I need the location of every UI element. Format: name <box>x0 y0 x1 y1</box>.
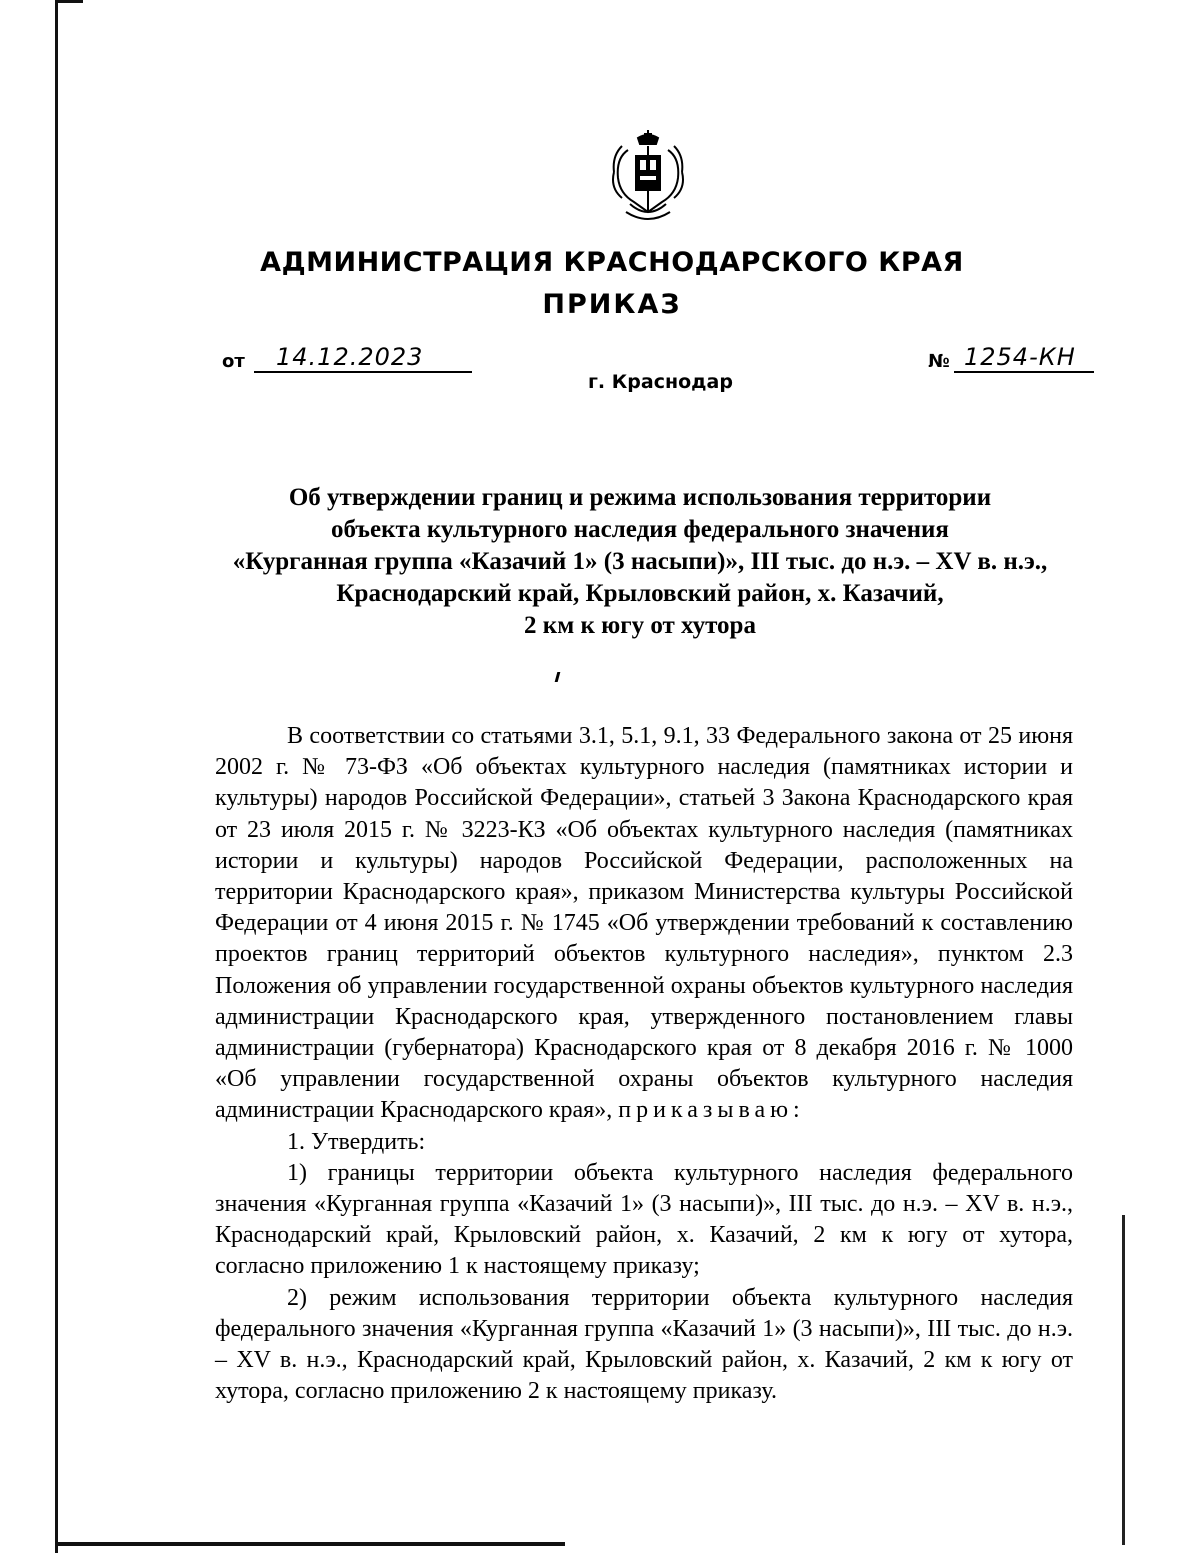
document-body <box>215 721 1073 1407</box>
number-field <box>928 343 1098 379</box>
preamble-paragraph <box>215 721 1073 1127</box>
heading-line: «Курганная группа «Казачий 1» (3 насыпи)», III тыс. до н.э. – XV в. н.э., <box>232 548 1048 575</box>
heading-line: Об утверждении границ и режима использования территории <box>288 484 992 511</box>
item-1: 1. Утвердить: <box>287 1128 426 1155</box>
scan-edge-left <box>55 0 58 1553</box>
order-word: приказываю: <box>618 1097 805 1124</box>
date-value: 14.12.2023 <box>254 343 472 373</box>
date-prefix: от <box>222 351 245 372</box>
preamble-text: В соответствии со статьями 3.1, 5.1, 9.1, 33 Федерального закона от 25 июня 2002 г. № 73-ФЗ «Об объектах культурного наследия (памятниках истории и культуры) народов Российской Федерации», статьей 3 Закона Краснодарского края от 23 июля 2015 г. № 3223-КЗ «Об объектах культурного наследия (памятниках истории и культуры) народов Российской Федерации, расположенных на территории Краснодарского края», приказом Министерства культуры Российской Федерации от 4 июня 2015 г. № 1745 «Об утверждении требований к составлению проектов границ территорий объектов культурного наследия», пунктом 2.3 Положения об управлении государственной охраны объектов культурного наследия администрации Краснодарского края, утвержденного постановлением главы администрации (губернатора) Краснодарского края от 8 декабря 2016 г. № 1000 «Об управлении государственной охраны объектов культурного наследия администрации Краснодарского края», <box>215 723 1073 1124</box>
item-1-2: 2) режим использования территории объекта культурного наследия федерального значения «Курганная группа «Казачий 1» (3 насыпи)», III тыс. до н.э. – XV в. н.э., Краснодарский край, Крыловский район, х. Казачий, 2 км к югу от хутора, согласно приложению 2 к настоящему приказу. <box>215 1284 1073 1405</box>
heading-line: объекта культурного наследия федерального значения <box>331 516 949 543</box>
stray-mark <box>555 672 561 682</box>
organization-title: АДМИНИСТРАЦИЯ КРАСНОДАРСКОГО КРАЯ <box>260 247 964 278</box>
scan-edge-top <box>55 0 83 3</box>
heading-line: Краснодарский край, Крыловский район, х. Казачий, <box>336 580 944 607</box>
city-label: г. Краснодар <box>588 371 733 393</box>
date-field <box>222 343 482 379</box>
document-heading <box>200 482 1080 642</box>
coat-of-arms-emblem-icon <box>608 128 688 224</box>
number-prefix: № <box>928 351 950 372</box>
heading-line: 2 км к югу от хутора <box>524 612 756 639</box>
scan-edge-bottom <box>55 1542 565 1546</box>
document-type: ПРИКАЗ <box>542 289 682 320</box>
item-1-1: 1) границы территории объекта культурного наследия федерального значения «Курганная группа «Казачий 1» (3 насыпи)», III тыс. до н.э. – XV в. н.э., Краснодарский край, Крыловский район, х. Казачий, 2 км к югу от хутора, согласно приложению 1 к настоящему приказу; <box>215 1159 1073 1280</box>
number-value: 1254-КН <box>954 343 1094 373</box>
scan-edge-right <box>1122 1215 1125 1545</box>
